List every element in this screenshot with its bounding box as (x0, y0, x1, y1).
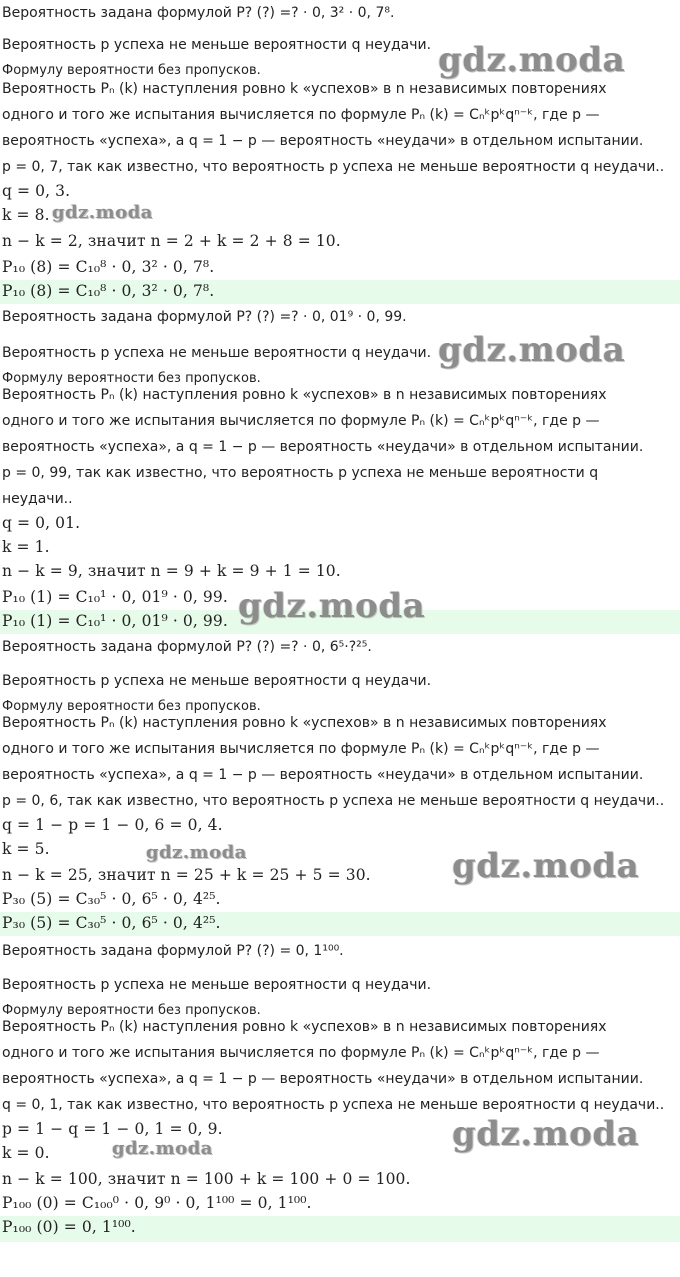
math-line: n − k = 25, значит n = 25 + k = 25 + 5 = 30. (2, 866, 371, 884)
math-line: P₃₀ (5) = C₃₀⁵ · 0, 6⁵ · 0, 4²⁵. (2, 890, 221, 908)
math-line: P₁₀₀ (0) = C₁₀₀⁰ · 0, 9⁰ · 0, 1¹⁰⁰ = 0, 1¹⁰⁰. (2, 1194, 312, 1212)
math-line: q = 1 − p = 1 − 0, 6 = 0, 4. (2, 816, 223, 834)
text-line: одного и того же испытания вычисляется по формуле Pₙ (k) = Cₙᵏpᵏqⁿ⁻ᵏ, где p — (2, 107, 600, 123)
math-line: k = 8. (2, 206, 50, 224)
math-line: q = 0, 3. (2, 182, 71, 200)
problem-statement: Вероятность задана формулой P? (?) =? · 0, 01⁹ · 0, 99. (2, 309, 407, 325)
math-line: k = 5. (2, 840, 50, 858)
watermark-logo: gdz.moda (452, 1114, 640, 1154)
math-line: P₁₀ (1) = C₁₀¹ · 0, 01⁹ · 0, 99. (2, 588, 228, 606)
text-line: Формулу вероятности без пропусков. (2, 63, 261, 78)
text-line: вероятность «успеха», а q = 1 − p — вероятность «неудачи» в отдельном испытании. (2, 767, 644, 783)
watermark-logo: gdz.moda (438, 40, 626, 80)
watermark-logo: gdz.moda (52, 202, 153, 223)
watermark-logo: gdz.moda (146, 842, 247, 863)
math-line: n − k = 9, значит n = 9 + k = 9 + 1 = 10. (2, 562, 341, 580)
text-line: Формулу вероятности без пропусков. (2, 1003, 261, 1018)
text-line: Вероятность Pₙ (k) наступления ровно k «успехов» в n независимых повторениях (2, 81, 607, 97)
answer-line: P₁₀ (1) = C₁₀¹ · 0, 01⁹ · 0, 99. (0, 610, 680, 634)
math-line: p = 1 − q = 1 − 0, 1 = 0, 9. (2, 1120, 223, 1138)
answer-line: P₁₀ (8) = C₁₀⁸ · 0, 3² · 0, 7⁸. (0, 280, 680, 304)
answer-line: P₁₀₀ (0) = 0, 1¹⁰⁰. (0, 1216, 680, 1242)
text-line: Вероятность Pₙ (k) наступления ровно k «успехов» в n независимых повторениях (2, 1019, 607, 1035)
text-line: одного и того же испытания вычисляется по формуле Pₙ (k) = Cₙᵏpᵏqⁿ⁻ᵏ, где p — (2, 1045, 600, 1061)
text-line: одного и того же испытания вычисляется по формуле Pₙ (k) = Cₙᵏpᵏqⁿ⁻ᵏ, где p — (2, 413, 600, 429)
watermark-logo: gdz.moda (112, 1138, 213, 1159)
math-line: n − k = 100, значит n = 100 + k = 100 + 0 = 100. (2, 1170, 411, 1188)
math-line: k = 1. (2, 538, 50, 556)
problem-statement: Вероятность задана формулой P? (?) =? · 0, 6⁵·?²⁵. (2, 639, 372, 655)
problem-statement: Вероятность задана формулой P? (?) =? · 0, 3² · 0, 7⁸. (2, 5, 395, 21)
math-line: n − k = 2, значит n = 2 + k = 2 + 8 = 10. (2, 232, 341, 250)
watermark-logo: gdz.moda (238, 586, 426, 626)
text-line: Вероятность p успеха не меньше вероятности q неудачи. (2, 977, 432, 993)
watermark-logo: gdz.moda (452, 846, 640, 886)
text-line: Формулу вероятности без пропусков. (2, 371, 261, 386)
text-line: одного и того же испытания вычисляется по формуле Pₙ (k) = Cₙᵏpᵏqⁿ⁻ᵏ, где p — (2, 741, 600, 757)
answer-line: P₃₀ (5) = C₃₀⁵ · 0, 6⁵ · 0, 4²⁵. (0, 912, 680, 936)
text-line: Вероятность Pₙ (k) наступления ровно k «успехов» в n независимых повторениях (2, 715, 607, 731)
text-line: вероятность «успеха», а q = 1 − p — вероятность «неудачи» в отдельном испытании. (2, 133, 644, 149)
problem-statement: Вероятность задана формулой P? (?) = 0, 1¹⁰⁰. (2, 943, 344, 959)
math-line: k = 0. (2, 1144, 50, 1162)
text-line: p = 0, 99, так как известно, что вероятность p успеха не меньше вероятности q (2, 465, 599, 481)
text-line: Формулу вероятности без пропусков. (2, 699, 261, 714)
text-line: неудачи.. (2, 491, 73, 507)
text-line: вероятность «успеха», а q = 1 − p — вероятность «неудачи» в отдельном испытании. (2, 1071, 644, 1087)
text-line: Вероятность p успеха не меньше вероятности q неудачи. (2, 37, 432, 53)
text-line: q = 0, 1, так как известно, что вероятность p успеха не меньше вероятности q неудачи.. (2, 1097, 665, 1113)
text-line: p = 0, 7, так как известно, что вероятность p успеха не меньше вероятности q неудачи.. (2, 159, 665, 175)
math-line: P₁₀ (8) = C₁₀⁸ · 0, 3² · 0, 7⁸. (2, 258, 215, 276)
watermark-logo: gdz.moda (438, 330, 626, 370)
text-line: p = 0, 6, так как известно, что вероятность p успеха не меньше вероятности q неудачи.. (2, 793, 665, 809)
text-line: Вероятность p успеха не меньше вероятности q неудачи. (2, 345, 432, 361)
math-line: q = 0, 01. (2, 514, 81, 532)
text-line: Вероятность p успеха не меньше вероятности q неудачи. (2, 673, 432, 689)
text-line: Вероятность Pₙ (k) наступления ровно k «успехов» в n независимых повторениях (2, 387, 607, 403)
text-line: вероятность «успеха», а q = 1 − p — вероятность «неудачи» в отдельном испытании. (2, 439, 644, 455)
